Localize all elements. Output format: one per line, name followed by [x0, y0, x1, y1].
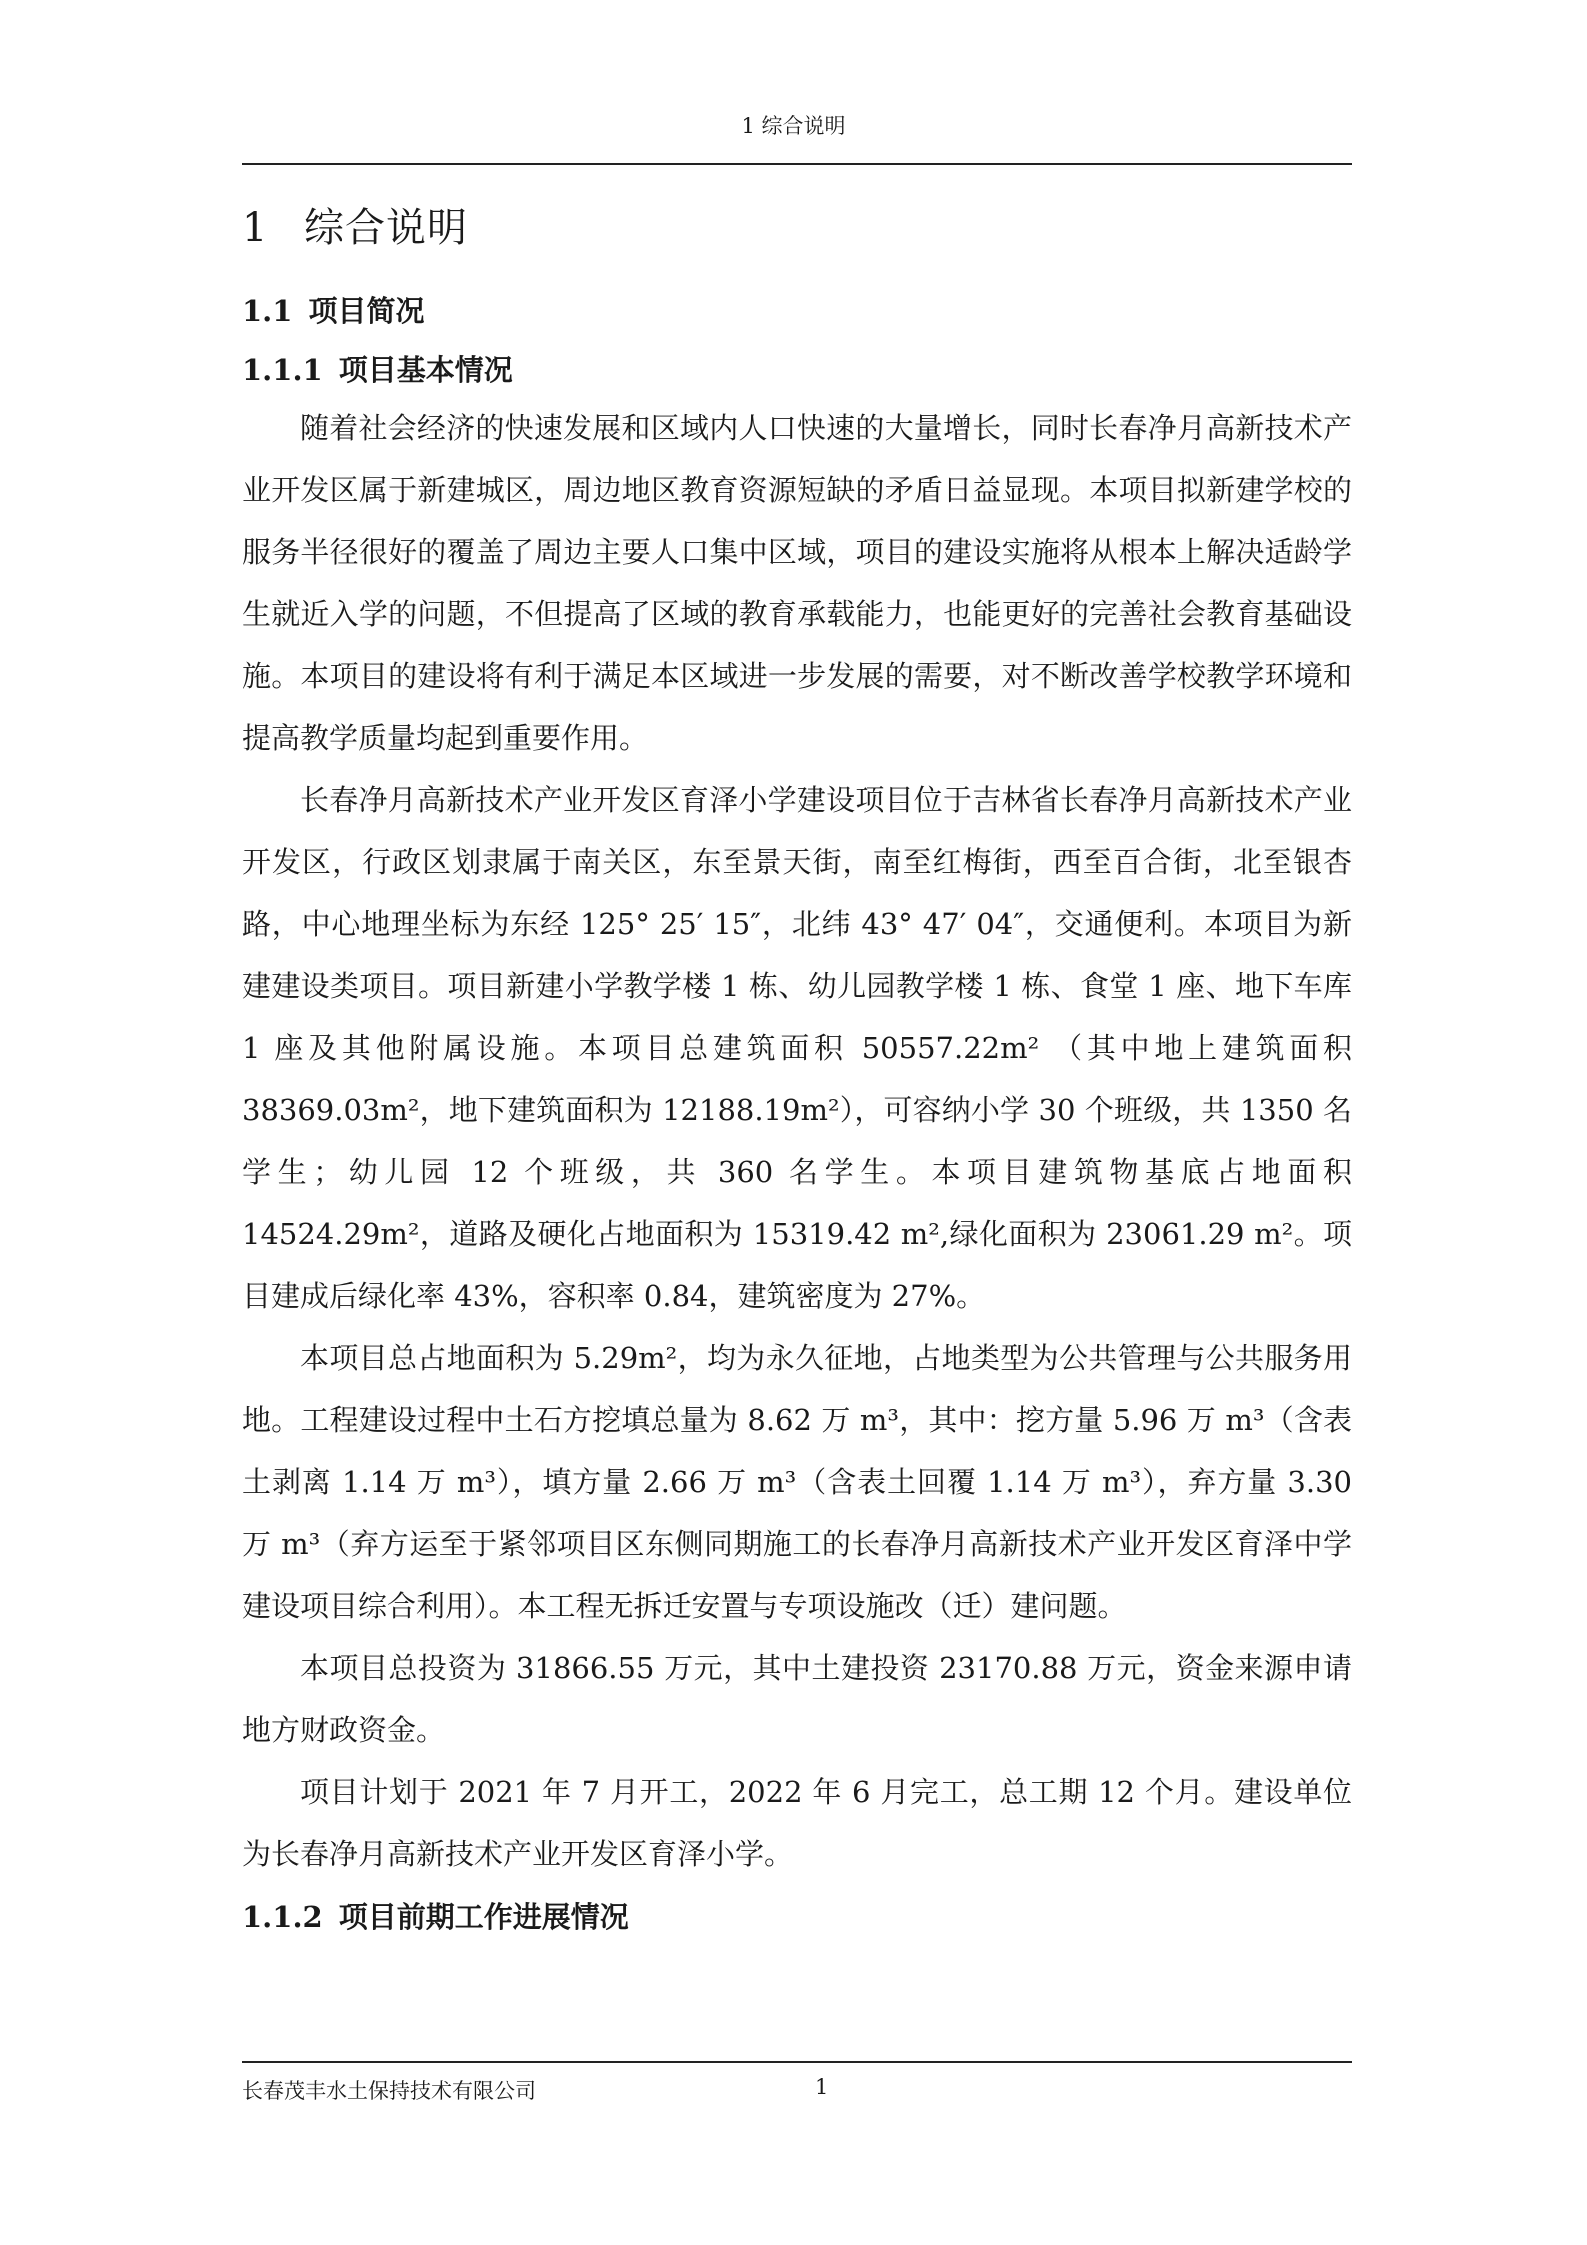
- footer-company: 长春茂丰水土保持技术有限公司: [242, 2079, 536, 2103]
- page-number: 1: [815, 2075, 829, 2099]
- subsection-title: 项目基本情况: [338, 353, 513, 387]
- section-heading: [242, 289, 1352, 330]
- subsection-heading-2: [242, 1895, 1352, 1936]
- paragraph-investment: 本项目总投资为 31866.55 万元，其中土建投资 23170.88 万元，资金来源申请地方财政资金。: [242, 1651, 1352, 1747]
- chapter-number: 1: [242, 205, 269, 251]
- chapter-heading: [242, 196, 1352, 253]
- paragraph-land-earthwork: 本项目总占地面积为 5.29m²，均为永久征地，占地类型为公共管理与公共服务用地。工程建设过程中土石方挖填总量为 8.62 万 m³，其中：挖方量 5.96 万 m³（含表土剥离 1.14 万 m³），填方量 2.66 万 m³（含表土回覆 1.14 万 m³），弃方量 3.30 万 m³（弃方运至于紧邻项目区东侧同期施工的长春净月高新技术产业开发区育泽中学建设项目综合利用）。本工程无拆迁安置与专项设施改（迁）建问题。: [242, 1341, 1352, 1623]
- paragraph-schedule: 项目计划于 2021 年 7 月开工，2022 年 6 月完工，总工期 12 个月。建设单位为长春净月高新技术产业开发区育泽小学。: [242, 1775, 1352, 1871]
- chapter-title: 综合说明: [304, 205, 468, 251]
- subsection-number: 1.1.2: [242, 1900, 323, 1934]
- subsection-number: 1.1.1: [242, 353, 323, 387]
- paragraph-background: 随着社会经济的快速发展和区域内人口快速的大量增长，同时长春净月高新技术产业开发区属于新建城区，周边地区教育资源短缺的矛盾日益显现。本项目拟新建学校的服务半径很好的覆盖了周边主要人口集中区域，项目的建设实施将从根本上解决适龄学生就近入学的问题，不但提高了区域的教育承载能力，也能更好的完善社会教育基础设施。本项目的建设将有利于满足本区域进一步发展的需要，对不断改善学校教学环境和提高教学质量均起到重要作用。: [242, 411, 1352, 755]
- running-header: 1 综合说明: [741, 114, 846, 138]
- subsection-heading-1: [242, 348, 1352, 389]
- document-body: [242, 196, 1352, 1954]
- footer-rule: [242, 2061, 1352, 2063]
- paragraph-location-scale: 长春净月高新技术产业开发区育泽小学建设项目位于吉林省长春净月高新技术产业开发区，行政区划隶属于南关区，东至景天街，南至红梅街，西至百合街，北至银杏路，中心地理坐标为东经 125° 25′ 15″，北纬 43° 47′ 04″，交通便利。本项目为新建建设类项目。项目新建小学教学楼 1 栋、幼儿园教学楼 1 栋、食堂 1 座、地下车库 1 座及其他附属设施。本项目总建筑面积 50557.22m² （其中地上建筑面积 38369.03m²，地下建筑面积为 12188.19m²），可容纳小学 30 个班级，共 1350 名学生；幼儿园 12 个班级，共 360 名学生。本项目建筑物基底占地面积 14524.29m²，道路及硬化占地面积为 15319.42 m²,绿化面积为 23061.29 m²。项目建成后绿化率 43%，容积率 0.84，建筑密度为 27%。: [242, 783, 1352, 1313]
- section-title: 项目简况: [308, 294, 425, 328]
- subsection-title: 项目前期工作进展情况: [338, 1900, 629, 1934]
- section-number: 1.1: [242, 294, 293, 328]
- header-rule: [242, 163, 1352, 165]
